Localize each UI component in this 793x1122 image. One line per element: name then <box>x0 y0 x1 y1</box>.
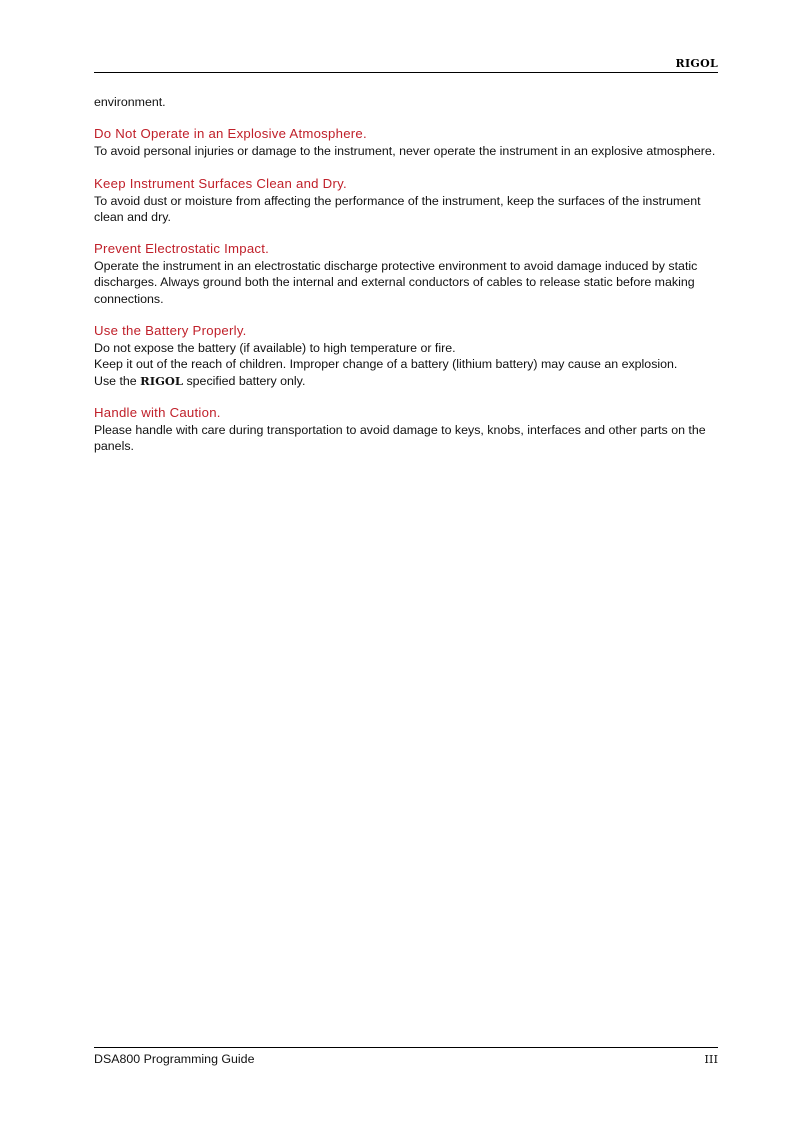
section-explosive-atmosphere <box>94 126 720 159</box>
section-body <box>94 143 720 159</box>
section-title: Do Not Operate in an Explosive Atmosphere. <box>94 126 367 142</box>
section-body <box>94 422 720 455</box>
section-paragraph: Keep it out of the reach of children. Improper change of a battery (lithium battery) may cause an explosion. <box>94 357 678 372</box>
footer-doc-title: DSA800 Programming Guide <box>94 1052 255 1066</box>
section-clean-and-dry <box>94 176 720 226</box>
battery-brand-line <box>94 373 720 389</box>
section-electrostatic <box>94 241 720 307</box>
battery-line-suffix: specified battery only. <box>183 373 306 388</box>
section-paragraph: To avoid personal injuries or damage to the instrument, never operate the instrument in an explosive atmosphere. <box>94 144 716 159</box>
section-title: Handle with Caution. <box>94 404 221 420</box>
section-paragraph: To avoid dust or moisture from affecting the performance of the instrument, keep the surfaces of the instrument clean and dry. <box>94 193 701 224</box>
section-title: Prevent Electrostatic Impact. <box>94 241 270 257</box>
page-footer <box>94 1047 718 1068</box>
section-body <box>94 340 720 389</box>
section-paragraph: Do not expose the battery (if available) to high temperature or fire. <box>94 341 456 356</box>
battery-line-prefix: Use the <box>94 373 141 388</box>
section-battery <box>94 323 720 389</box>
section-handle-with-caution <box>94 405 720 455</box>
section-title: Keep Instrument Surfaces Clean and Dry. <box>94 175 347 191</box>
page-header <box>94 56 718 73</box>
inline-brand: RIGOL <box>140 373 184 388</box>
continued-text: environment. <box>94 95 166 109</box>
section-body <box>94 258 720 307</box>
section-body <box>94 193 720 226</box>
footer-page-number: III <box>704 1052 718 1066</box>
header-brand: RIGOL <box>675 57 718 70</box>
section-paragraph: Please handle with care during transportation to avoid damage to keys, knobs, interfaces and other parts on the panels. <box>94 422 706 454</box>
section-paragraph: Operate the instrument in an electrostatic discharge protective environment to avoid damage induced by static discharges. Always ground both the internal and external conductors of cables to release static before making connections. <box>94 259 698 306</box>
section-title: Use the Battery Properly. <box>94 323 247 339</box>
page-content <box>94 94 720 471</box>
